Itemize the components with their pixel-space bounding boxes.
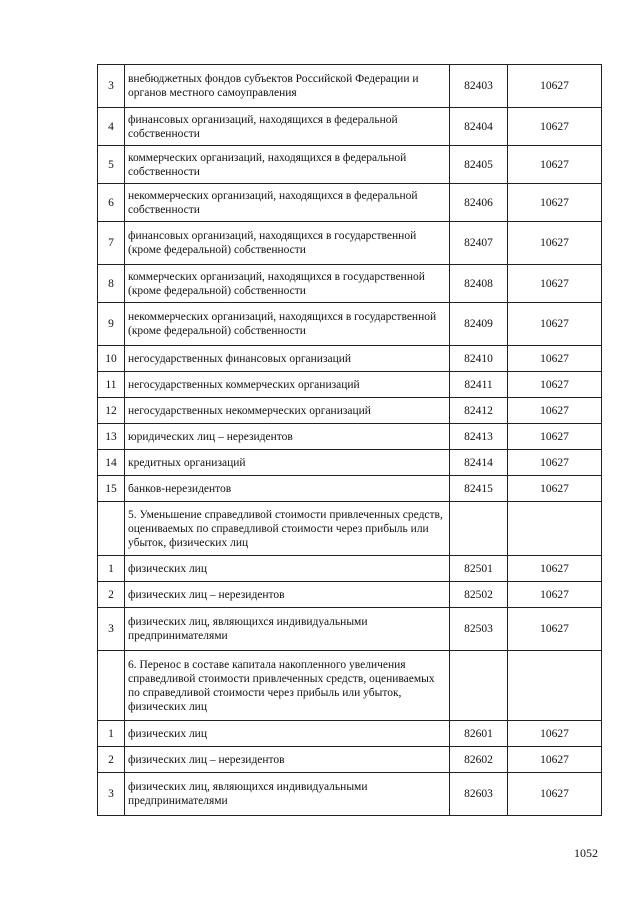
- row-name: финансовых организаций, находящихся в федеральной собственности: [125, 108, 450, 146]
- row-symbol: 10627: [508, 747, 602, 773]
- row-code: 82414: [450, 450, 508, 476]
- row-number: 14: [98, 450, 125, 476]
- row-number: 10: [98, 346, 125, 372]
- table-row: [98, 608, 602, 651]
- row-code: 82413: [450, 424, 508, 450]
- row-name: физических лиц – нерезидентов: [125, 747, 450, 773]
- row-number: 1: [98, 556, 125, 582]
- table-body: [98, 65, 602, 816]
- row-number: 15: [98, 476, 125, 502]
- row-number: 2: [98, 747, 125, 773]
- table-row: [98, 582, 602, 608]
- row-number: 3: [98, 773, 125, 816]
- row-code: 82501: [450, 556, 508, 582]
- row-number: 13: [98, 424, 125, 450]
- row-code: 82408: [450, 265, 508, 303]
- row-name: коммерческих организаций, находящихся в государственной (кроме федеральной) собственности: [125, 265, 450, 303]
- row-name: внебюджетных фондов субъектов Российской Федерации и органов местного самоуправления: [125, 65, 450, 108]
- row-name: 6. Перенос в составе капитала накопленного увеличения справедливой стоимости привлеченных средств, оцениваемых по справедливой стоимости через прибыль или убыток, физических лиц: [125, 651, 450, 721]
- row-name: юридических лиц – нерезидентов: [125, 424, 450, 450]
- row-symbol: 10627: [508, 146, 602, 184]
- row-code: 82409: [450, 303, 508, 346]
- row-symbol: 10627: [508, 582, 602, 608]
- row-number: 4: [98, 108, 125, 146]
- row-name: физических лиц – нерезидентов: [125, 582, 450, 608]
- row-name: негосударственных коммерческих организаций: [125, 372, 450, 398]
- row-number: 3: [98, 608, 125, 651]
- row-symbol: 10627: [508, 65, 602, 108]
- row-symbol: [508, 502, 602, 556]
- row-name: физических лиц, являющихся индивидуальными предпринимателями: [125, 608, 450, 651]
- row-symbol: 10627: [508, 556, 602, 582]
- row-name: негосударственных финансовых организаций: [125, 346, 450, 372]
- row-code: 82503: [450, 608, 508, 651]
- row-code: 82406: [450, 184, 508, 222]
- table-row: [98, 651, 602, 721]
- row-code: 82602: [450, 747, 508, 773]
- row-number: 1: [98, 721, 125, 747]
- page-number: 1052: [574, 846, 598, 860]
- row-name: некоммерческих организаций, находящихся в федеральной собственности: [125, 184, 450, 222]
- row-number: [98, 502, 125, 556]
- row-name: банков-нерезидентов: [125, 476, 450, 502]
- row-symbol: 10627: [508, 608, 602, 651]
- row-code: 82412: [450, 398, 508, 424]
- row-symbol: 10627: [508, 346, 602, 372]
- table-row: [98, 773, 602, 816]
- row-number: [98, 651, 125, 721]
- row-name: негосударственных некоммерческих организаций: [125, 398, 450, 424]
- table-row: [98, 346, 602, 372]
- row-number: 6: [98, 184, 125, 222]
- row-number: 8: [98, 265, 125, 303]
- row-code: 82502: [450, 582, 508, 608]
- row-code: 82415: [450, 476, 508, 502]
- table-row: [98, 721, 602, 747]
- row-name: физических лиц: [125, 556, 450, 582]
- row-code: 82603: [450, 773, 508, 816]
- table-row: [98, 502, 602, 556]
- row-symbol: 10627: [508, 450, 602, 476]
- row-name: финансовых организаций, находящихся в государственной (кроме федеральной) собственности: [125, 222, 450, 265]
- row-code: 82403: [450, 65, 508, 108]
- row-name: 5. Уменьшение справедливой стоимости привлеченных средств, оцениваемых по справедливой стоимости через прибыль или убыток, физических лиц: [125, 502, 450, 556]
- row-number: 3: [98, 65, 125, 108]
- row-name: физических лиц: [125, 721, 450, 747]
- row-code: 82411: [450, 372, 508, 398]
- table-row: [98, 398, 602, 424]
- row-symbol: 10627: [508, 476, 602, 502]
- row-code: 82405: [450, 146, 508, 184]
- table-row: [98, 372, 602, 398]
- row-number: 2: [98, 582, 125, 608]
- row-name: физических лиц, являющихся индивидуальными предпринимателями: [125, 773, 450, 816]
- table-row: [98, 108, 602, 146]
- row-code: [450, 651, 508, 721]
- row-code: 82601: [450, 721, 508, 747]
- row-name: некоммерческих организаций, находящихся в государственной (кроме федеральной) собственности: [125, 303, 450, 346]
- row-code: 82407: [450, 222, 508, 265]
- row-symbol: 10627: [508, 184, 602, 222]
- table-row: [98, 265, 602, 303]
- table-row: [98, 303, 602, 346]
- row-number: 7: [98, 222, 125, 265]
- row-symbol: 10627: [508, 721, 602, 747]
- row-name: кредитных организаций: [125, 450, 450, 476]
- row-code: [450, 502, 508, 556]
- row-symbol: 10627: [508, 303, 602, 346]
- row-symbol: 10627: [508, 424, 602, 450]
- table-row: [98, 747, 602, 773]
- row-symbol: 10627: [508, 222, 602, 265]
- table-row: [98, 146, 602, 184]
- row-symbol: 10627: [508, 108, 602, 146]
- row-code: 82410: [450, 346, 508, 372]
- table-row: [98, 65, 602, 108]
- table-row: [98, 556, 602, 582]
- row-name: коммерческих организаций, находящихся в федеральной собственности: [125, 146, 450, 184]
- row-code: 82404: [450, 108, 508, 146]
- row-symbol: 10627: [508, 398, 602, 424]
- row-number: 9: [98, 303, 125, 346]
- row-symbol: 10627: [508, 372, 602, 398]
- row-number: 5: [98, 146, 125, 184]
- table-row: [98, 222, 602, 265]
- table-row: [98, 476, 602, 502]
- row-number: 12: [98, 398, 125, 424]
- row-number: 11: [98, 372, 125, 398]
- row-symbol: [508, 651, 602, 721]
- table-row: [98, 424, 602, 450]
- table-row: [98, 184, 602, 222]
- symbols-table: [97, 64, 602, 816]
- table-row: [98, 450, 602, 476]
- row-symbol: 10627: [508, 773, 602, 816]
- row-symbol: 10627: [508, 265, 602, 303]
